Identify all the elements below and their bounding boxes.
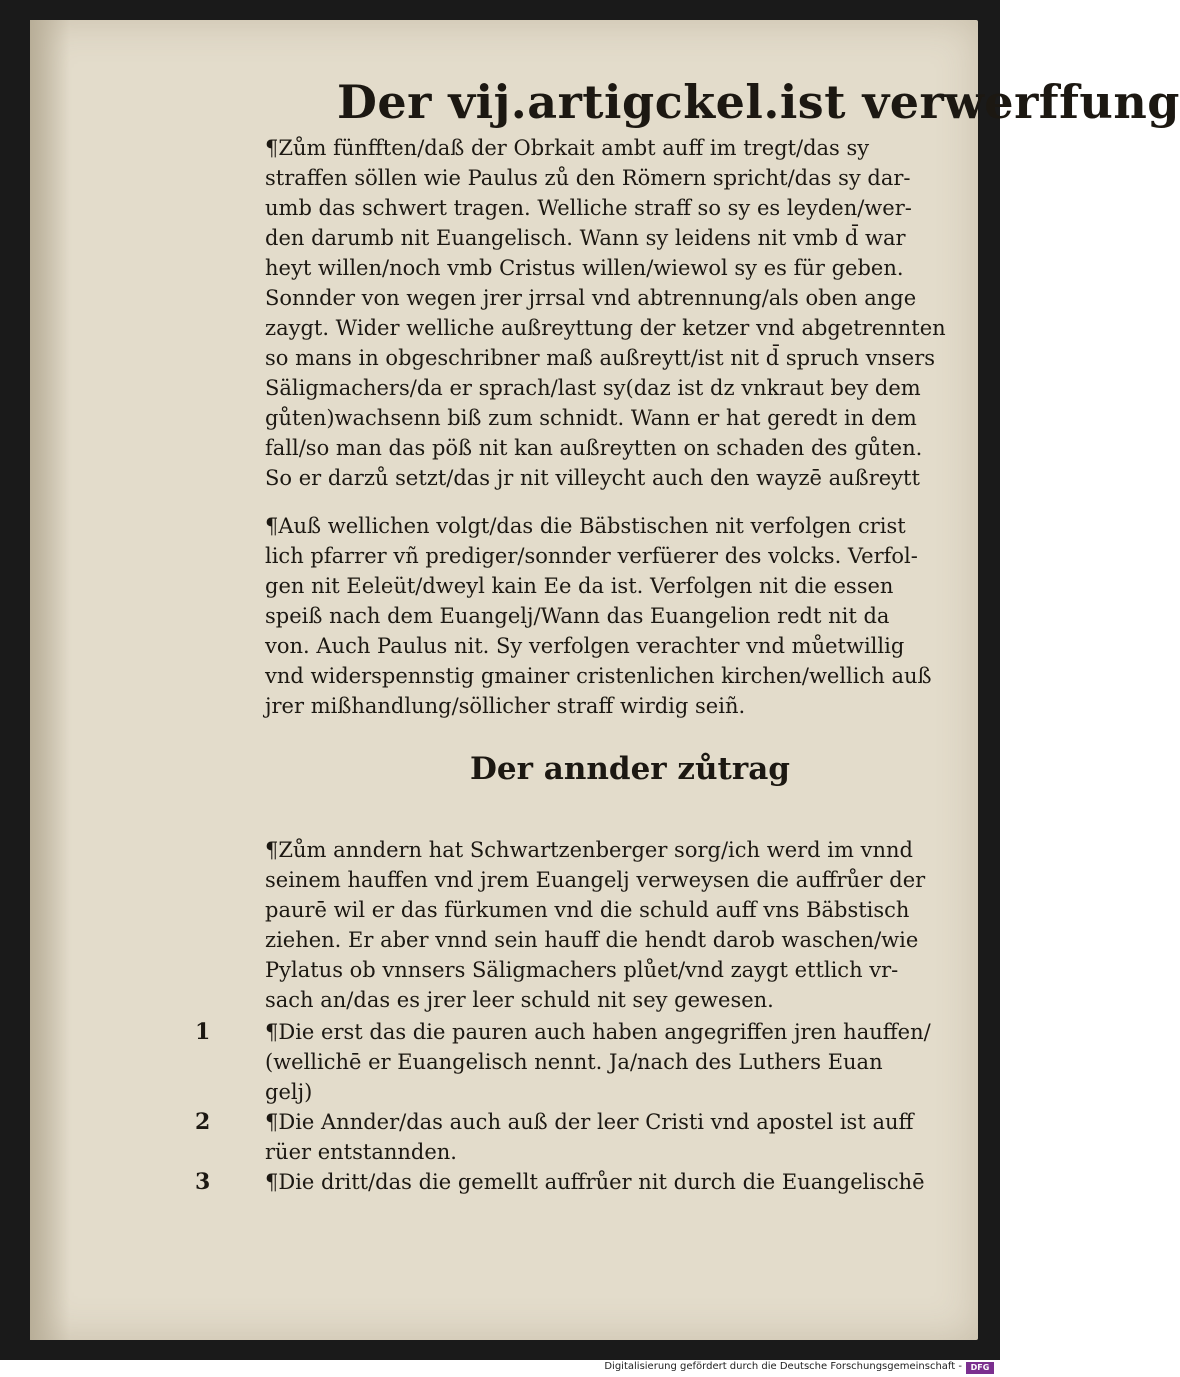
text-line: zaygt. Wider welliche außreyttung der ketzer vnd abgetrennten	[265, 316, 946, 340]
text-line: ¶Zům fünfften/daß der Obrkait ambt auff im tregt/das sy	[265, 136, 870, 160]
list-item	[195, 1017, 980, 1107]
footer-bar	[0, 1360, 1000, 1377]
text-line: speiß nach dem Euangelj/Wann das Euangelion redt nit da	[265, 604, 890, 628]
text-line: umb das schwert tragen. Welliche straff so sy es leyden/wer-	[265, 196, 912, 220]
text-line: jrer mißhandlung/söllicher straff wirdig seiñ.	[265, 694, 746, 718]
text-line: seinem hauffen vnd jrem Euangelj verweysen die auffrůer der	[265, 868, 926, 892]
text-line: gelj)	[265, 1080, 313, 1104]
list-item	[195, 1167, 980, 1197]
funding-notice: Digitalisierung gefördert durch die Deutsche Forschungsgemeinschaft -	[604, 1361, 962, 1372]
page-title: Der vij.artigckel.ist verwerffung	[337, 75, 1180, 129]
paragraph-2	[265, 511, 980, 721]
text-line: ¶Zům anndern hat Schwartzenberger sorg/ich werd im vnnd	[265, 838, 913, 862]
text-line: fall/so man das pöß nit kan außreytten on schaden des gůten.	[265, 436, 923, 460]
text-line: ziehen. Er aber vnnd sein hauff die hendt darob waschen/wie	[265, 928, 919, 952]
text-line: sach an/das es jrer leer schuld nit sey gewesen.	[265, 988, 774, 1012]
text-line: paurē wil er das fürkumen vnd die schuld auff vns Bäbstisch	[265, 898, 910, 922]
text-line: ¶Die Annder/das auch auß der leer Cristi vnd apostel ist auff	[265, 1110, 914, 1134]
dfg-logo: DFG	[966, 1362, 994, 1374]
page-text-block	[195, 75, 1180, 1197]
text-line: den darumb nit Euangelisch. Wann sy leidens nit vmb d̄ war	[265, 226, 906, 250]
paragraph-1	[265, 133, 980, 493]
text-line: Pylatus ob vnnsers Säligmachers plůet/vnd zaygt ettlich vr-	[265, 958, 899, 982]
text-line: von. Auch Paulus nit. Sy verfolgen verachter vnd můetwillig	[265, 634, 905, 658]
page-gutter	[30, 20, 70, 1340]
item-number: 3	[195, 1169, 211, 1195]
text-line: heyt willen/noch vmb Cristus willen/wiewol sy es für geben.	[265, 256, 904, 280]
text-line: so mans in obgeschribner maß außreytt/ist nit d̄ spruch vnsers	[265, 346, 936, 370]
text-line: rüer entstannden.	[265, 1140, 457, 1164]
text-line: (wellichē er Euangelisch nennt. Ja/nach des Luthers Euan	[265, 1050, 883, 1074]
text-line: So er darzů setzt/das jr nit villeycht auch den wayzē außreytt	[265, 466, 920, 490]
list-item	[195, 1107, 980, 1167]
text-line: gůten)wachsenn biß zum schnidt. Wann er hat geredt in dem	[265, 406, 917, 430]
text-line: gen nit Eeleüt/dweyl kain Ee da ist. Verfolgen nit die essen	[265, 574, 894, 598]
text-line: ¶Auß wellichen volgt/das die Bäbstischen nit verfolgen crist	[265, 514, 906, 538]
numbered-list	[195, 1017, 980, 1197]
item-number: 1	[195, 1019, 211, 1045]
text-line: ¶Die erst das die pauren auch haben angegriffen jren hauffen/	[265, 1020, 931, 1044]
text-line: lich pfarrer vñ prediger/sonnder verfüerer des volcks. Verfol-	[265, 544, 918, 568]
intro-paragraph	[265, 835, 980, 1015]
text-line: ¶Die dritt/das die gemellt auffrůer nit durch die Euangelischē	[265, 1170, 925, 1194]
text-line: straffen söllen wie Paulus zů den Römern spricht/das sy dar-	[265, 166, 911, 190]
section-heading: Der annder zůtrag	[470, 751, 790, 787]
text-line: Sonnder von wegen jrer jrrsal vnd abtrennung/als oben ange	[265, 286, 917, 310]
text-line: Säligmachers/da er sprach/last sy(daz ist dz vnkraut bey dem	[265, 376, 921, 400]
book-page	[30, 20, 1180, 1340]
item-number: 2	[195, 1109, 211, 1135]
text-line: vnd widerspennstig gmainer cristenlichen kirchen/wellich auß	[265, 664, 932, 688]
